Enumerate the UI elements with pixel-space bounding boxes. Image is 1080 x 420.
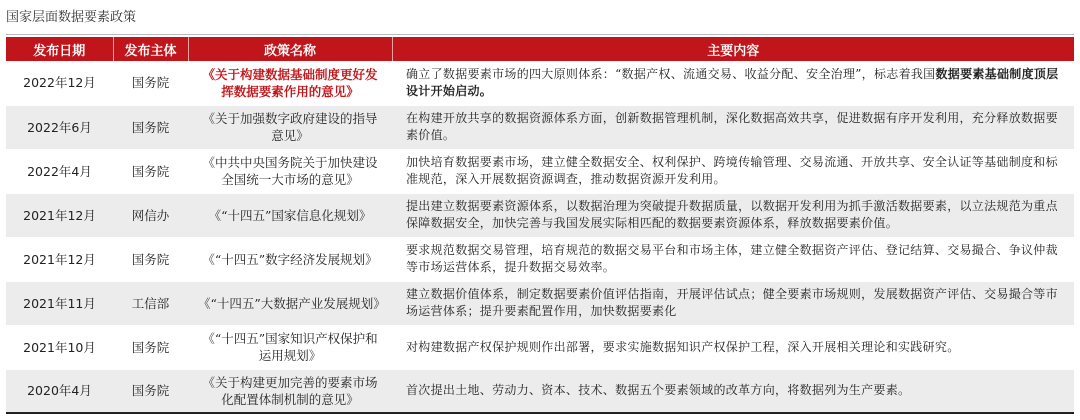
cell-policy-name: 《“十四五”国家知识产权保护和运用规划》: [188, 325, 392, 369]
table-row: [6, 61, 1074, 105]
table-row: [6, 325, 1074, 369]
cell-issuer: 国务院: [113, 325, 188, 369]
cell-issuer: 国务院: [113, 61, 188, 105]
table-row: [6, 369, 1074, 413]
cell-content: 要求规范数据交易管理，培育规范的数据交易平台和市场主体，建立健全数据资产评估、登记结算、交易撮合、争议仲裁等市场运营体系，提升数据交易效率。: [392, 237, 1074, 281]
content-bold-text: 数据要素基础制度顶层设计开始启动。: [406, 66, 1059, 98]
table-caption: 国家层面数据要素政策: [6, 10, 137, 25]
cell-content: 建立数据价值体系，制定数据要素价值评估指南，开展评估试点；健全要素市场规则，发展数据资产评估、交易撮合等市场运营体系；提升要素配置作用，加快数据要素化: [392, 281, 1074, 325]
header-issuer: 发布主体: [113, 37, 188, 61]
header-policy-name: 政策名称: [188, 37, 392, 61]
cell-content: 在构建开放共享的数据资源体系方面，创新数据管理机制，深化数据高效共享，促进数据有序开发利用，充分释放数据要素价值。: [392, 105, 1074, 149]
cell-policy-name: 《关于加强数字政府建设的指导意见》: [188, 105, 392, 149]
cell-policy-name: 《“十四五”数字经济发展规划》: [188, 237, 392, 281]
cell-content: 提出建立数据要素资源体系，以数据治理为突破提升数据质量，以数据开发利用为抓手激活数据要素，以立法规范为重点保障数据安全，加快完善与我国发展实际相匹配的数据要素资源体系，释放数据要素价值。: [392, 193, 1074, 237]
cell-date: 2021年12月: [6, 237, 113, 281]
cell-policy-name-highlighted: 《关于构建数据基础制度更好发挥数据要素作用的意见》: [188, 61, 392, 105]
cell-issuer: 国务院: [113, 105, 188, 149]
table-row: [6, 149, 1074, 193]
cell-content: 首次提出土地、劳动力、资本、技术、数据五个要素领域的改革方向，将数据列为生产要素。: [392, 369, 1074, 413]
table-row: [6, 237, 1074, 281]
cell-content: 加快培育数据要素市场，建立健全数据安全、权利保护、跨境传输管理、交易流通、开放共享、安全认证等基础制度和标准规范，深入开展数据资源调查，推动数据资源开发利用。: [392, 149, 1074, 193]
cell-issuer: 国务院: [113, 369, 188, 413]
cell-date: 2020年4月: [6, 369, 113, 413]
cell-content: 对构建数据产权保护规则作出部署，要求实施数据知识产权保护工程，深入开展相关理论和实践研究。: [392, 325, 1074, 369]
cell-date: 2021年12月: [6, 193, 113, 237]
cell-date: 2021年10月: [6, 325, 113, 369]
cell-policy-name: 《关于构建更加完善的要素市场化配置体制机制的意见》: [188, 369, 392, 413]
table-row: [6, 105, 1074, 149]
caption-divider: [6, 34, 1074, 35]
table-header-row: [6, 37, 1074, 61]
table-row: [6, 193, 1074, 237]
cell-date: 2022年4月: [6, 149, 113, 193]
policy-table: [6, 37, 1074, 414]
content-text: 确立了数据要素市场的四大原则体系：“数据产权、流通交易、收益分配、安全治理”，标志着我国: [406, 66, 936, 81]
cell-date: 2022年6月: [6, 105, 113, 149]
cell-issuer: 网信办: [113, 193, 188, 237]
table-row: [6, 281, 1074, 325]
cell-date: 2021年11月: [6, 281, 113, 325]
cell-policy-name: 《“十四五”大数据产业发展规划》: [188, 281, 392, 325]
cell-issuer: 国务院: [113, 149, 188, 193]
header-date: 发布日期: [6, 37, 113, 61]
cell-policy-name: 《“十四五”国家信息化规划》: [188, 193, 392, 237]
cell-policy-name: 《中共中央国务院关于加快建设全国统一大市场的意见》: [188, 149, 392, 193]
cell-content: [392, 61, 1074, 105]
cell-date: 2022年12月: [6, 61, 113, 105]
cell-issuer: 国务院: [113, 237, 188, 281]
cell-issuer: 工信部: [113, 281, 188, 325]
header-main-content: 主要内容: [392, 37, 1074, 61]
